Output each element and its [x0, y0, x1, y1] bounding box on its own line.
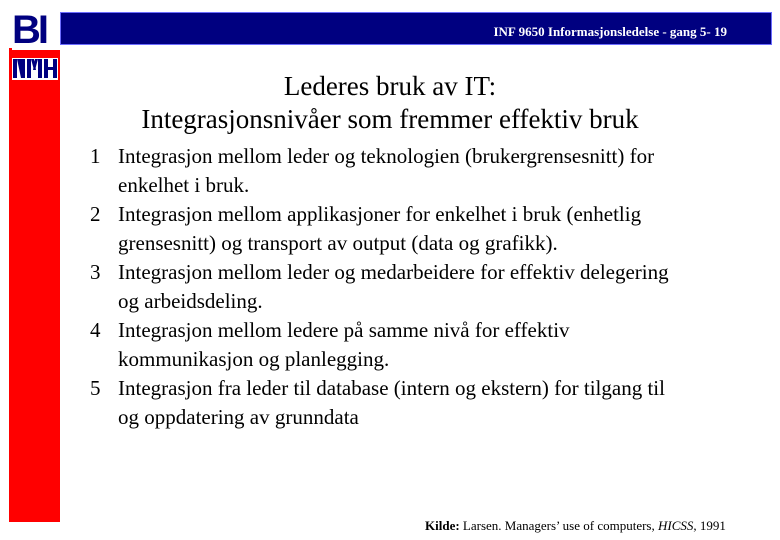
- list-item: [90, 142, 670, 200]
- bi-logo-text: BI: [12, 8, 46, 52]
- nmh-logo-graphic: [12, 56, 58, 80]
- list-item: [90, 316, 670, 374]
- list-item-number: 4: [90, 318, 101, 342]
- list-item: [90, 374, 670, 432]
- course-header-text: INF 9650 Informasjonsledelse - gang 5- 19: [493, 24, 727, 39]
- list-item-text: Integrasjon mellom leder og teknologien (brukergrensesnitt) for enkelhet i bruk.: [118, 144, 655, 197]
- source-journal: HICSS: [657, 518, 694, 533]
- bi-logo: [12, 10, 60, 50]
- list-item-number: 1: [90, 144, 101, 168]
- header-band: [60, 12, 772, 45]
- list-item-number: 3: [90, 260, 101, 284]
- list-item-number: 2: [90, 202, 101, 226]
- list-item-text: Integrasjon fra leder til database (intern og ekstern) for tilgang til og oppdatering av grunndata: [118, 376, 665, 429]
- slide-title-line-2: Integrasjonsnivåer som fremmer effektiv bruk: [141, 104, 639, 134]
- list-item-text: Integrasjon mellom leder og medarbeidere for effektiv delegering og arbeidsdeling.: [118, 260, 669, 313]
- source-label: Kilde:: [425, 518, 460, 533]
- nmh-logo: [12, 56, 58, 80]
- side-accent-bar: [9, 48, 60, 522]
- source-year: , 1991: [693, 518, 726, 533]
- list-item-text: Integrasjon mellom applikasjoner for enkelhet i bruk (enhetlig grensesnitt) og transport av output (data og grafikk).: [118, 202, 642, 255]
- list-item: [90, 258, 670, 316]
- list-item: [90, 200, 670, 258]
- list-item-number: 5: [90, 376, 101, 400]
- slide-title-line-1: Lederes bruk av IT:: [283, 71, 497, 101]
- slide-title: [110, 70, 670, 136]
- list-item-text: Integrasjon mellom ledere på samme nivå for effektiv kommunikasjon og planlegging.: [118, 318, 570, 371]
- integration-levels-list: [90, 142, 670, 432]
- source-citation: [425, 518, 726, 534]
- source-author: Larsen. Managers’ use of computers,: [462, 518, 655, 533]
